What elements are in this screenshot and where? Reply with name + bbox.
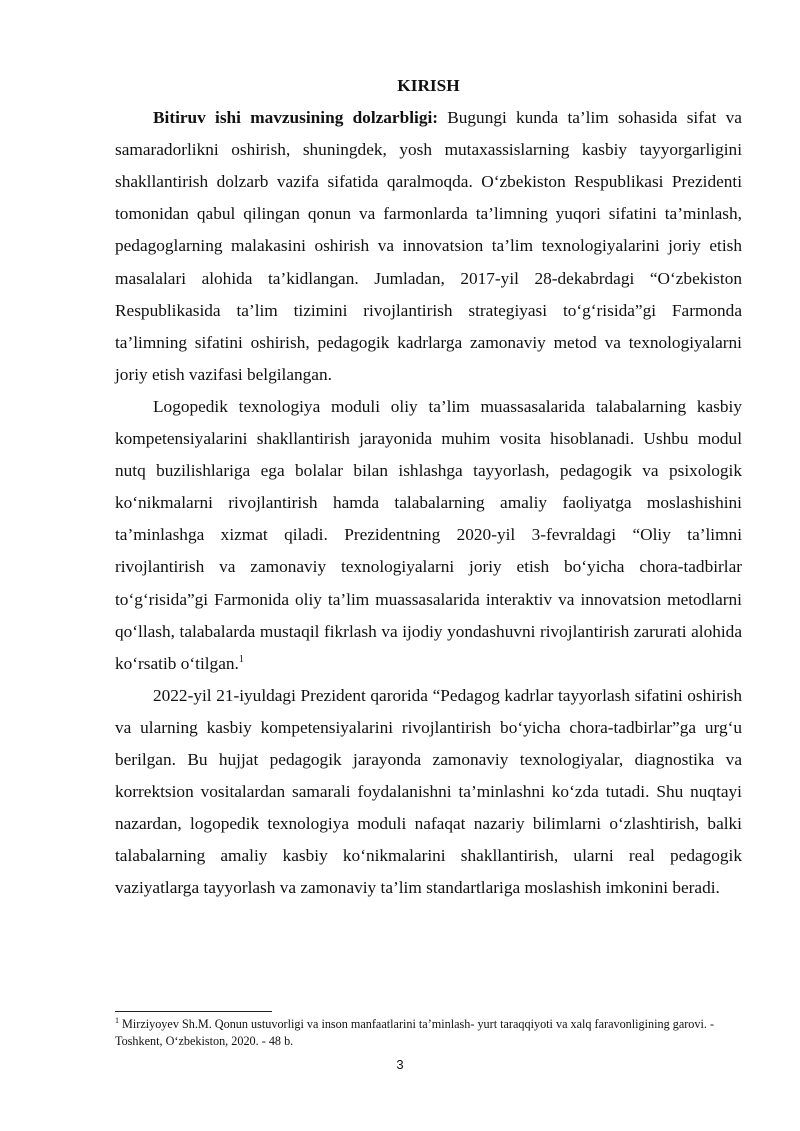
page-number: 3 [396,1057,404,1072]
footnote-text: Mirziyoyev Sh.M. Qonun ustuvorligi va inson manfaatlarini ta’minlash- yurt taraqqiyoti va xalq faravonligining garovi. - Toshkent, O‘zbekiston, 2020. - 48 b. [115,1017,715,1048]
page-body [115,70,742,904]
footnote-separator [115,1011,272,1012]
footnote [115,1016,742,1049]
paragraph-2 [115,391,742,680]
footnote-reference[interactable]: 1 [238,653,244,665]
page-heading: KIRISH [397,76,460,95]
paragraph-text: Bugungi kunda ta’lim sohasida sifat va samaradorlikni oshirish, shuningdek, yosh mutaxassislarning kasbiy tayyorgarligini shakllantirish dolzarb vazifa sifatida qaralmoqda. O‘zbekiston Respublikasi Prezidenti tomonidan qabul qilingan qonun va farmonlarda ta’limning yuqori sifatini ta’minlash, pedagoglarning malakasini oshirish va innovatsion ta’lim texnologiyalarini joriy etish masalalari alohida ta’kidlangan. Jumladan, 2017-yil 28-dekabrdagi “O‘zbekiston Respublikasida ta’lim tizimini rivojlantirish strategiyasi to‘g‘risida”gi Farmonda ta’limning sifatini oshirish, pedagogik kadrlarga zamonaviy metod va texnologiyalarni joriy etish vazifasi belgilangan. [115,108,742,384]
footnote-number: 1 [115,1015,119,1025]
paragraph-1 [115,102,742,391]
paragraph-lead: Bitiruv ishi mavzusining dolzarbligi: [153,108,439,128]
paragraph-3 [115,680,742,905]
paragraph-text: 2022-yil 21-iyuldagi Prezident qarorida “Pedagog kadrlar tayyorlash sifatini oshirish va ularning kasbiy kompetensiyalarini rivojlantirish bo‘yicha chora-tadbirlar”ga urg‘u berilgan. Bu hujjat pedagogik jarayonda zamonaviy texnologiyalar, diagnostika va korrektsion vositalardan samarali foydalanishni ta’minlashni ko‘zda tutadi. Shu nuqtayi nazardan, logopedik texnologiya moduli nafaqat nazariy bilimlarni o‘zlashtirish, balki talabalarning amaliy kasbiy ko‘nikmalarini shakllantirish, ularni real pedagogik vaziyatlarga tayyorlash va zamonaviy ta’lim standartlariga moslashish imkonini beradi. [115,685,742,898]
paragraph-text: Logopedik texnologiya moduli oliy ta’lim muassasalarida talabalarning kasbiy kompetensiyalarini shakllantirish jarayonida muhim vosita hisoblanadi. Ushbu modul nutq buzilishlariga ega bolalar bilan ishlashga tayyorlash, pedagogik va psixologik ko‘nikmalarni rivojlantirish hamda talabalarning amaliy faoliyatga moslashishini ta’minlashga xizmat qiladi. Prezidentning 2020-yil 3-fevraldagi “Oliy ta’limni rivojlantirish va zamonaviy texnologiyalarni joriy etish bo‘yicha chora-tadbirlar to‘g‘risida”gi Farmonida oliy ta’lim muassasalarida interaktiv va innovatsion metodlarni qo‘llash, talabalarda mustaqil fikrlash va ijodiy yondashuvni rivojlantirish zarurati alohida ko‘rsatib o‘tilgan. [115,396,742,673]
